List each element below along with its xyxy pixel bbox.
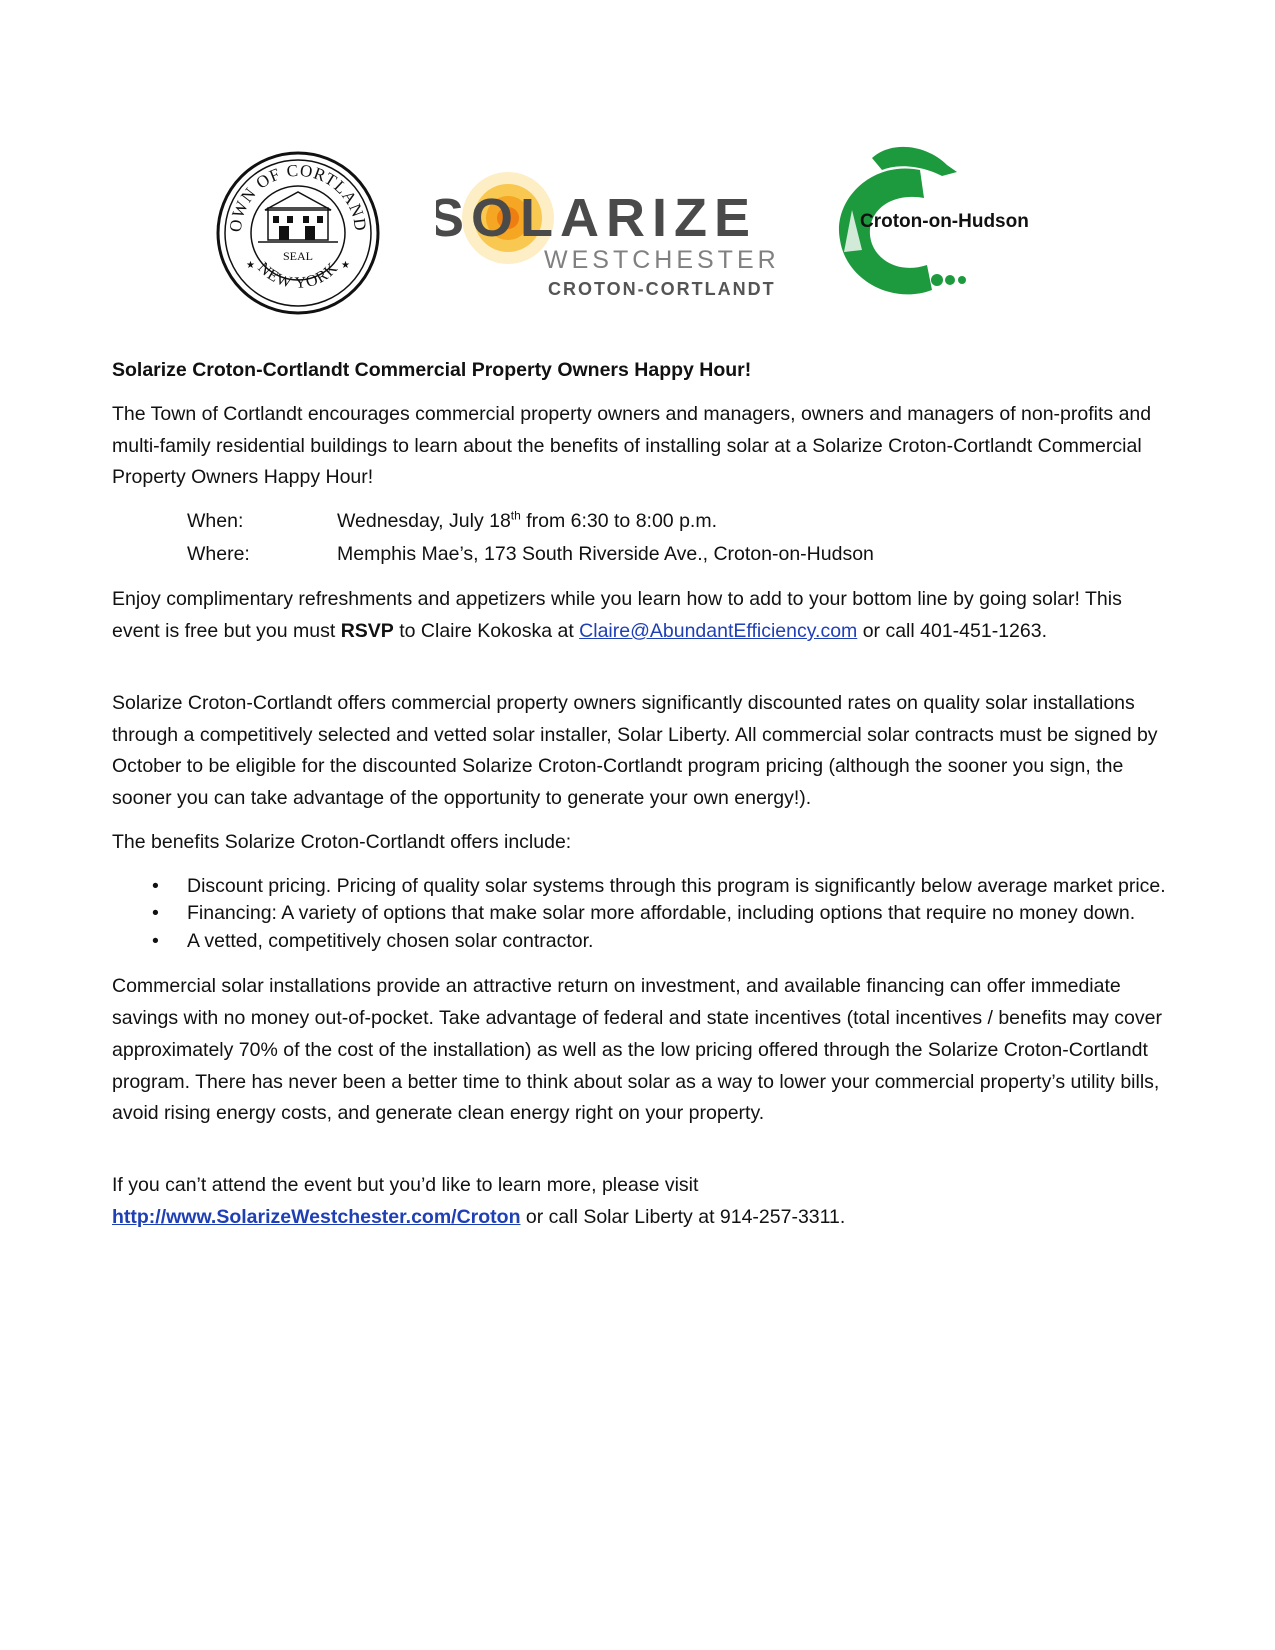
seal-graphic xyxy=(213,148,383,318)
closing-paragraph xyxy=(112,1170,1172,1234)
rsvp-text-pre: Enjoy complimentary refreshments and appetizers while you learn how to add to your bottom line by going solar! This event is free but you must xyxy=(112,588,1122,642)
town-of-cortlandt-seal-logo xyxy=(213,148,383,318)
closing-text-pre: If you can’t attend the event but you’d like to learn more, please visit xyxy=(112,1174,699,1197)
when-time: from 6:30 to 8:00 p.m. xyxy=(520,510,717,533)
solarize-graphic xyxy=(436,170,796,300)
solarize-word: SOLARIZE xyxy=(436,188,758,248)
seal-arc-top-text: OWN OF CORTLAND xyxy=(225,160,371,234)
intro-paragraph: The Town of Cortlandt encourages commercial property owners and managers, owners and managers of non-profits and multi-family residential buildings to learn about the benefits of installing solar at a Solarize Croton-Cortlandt Commercial Property Owners Happy Hour! xyxy=(112,402,1152,489)
flyer-title: Solarize Croton-Cortlandt Commercial Property Owners Happy Hour! xyxy=(112,359,752,381)
seal-center-text: SEAL xyxy=(283,249,313,263)
list-item xyxy=(112,873,1172,901)
offers-paragraph: Solarize Croton-Cortlandt offers commercial property owners significantly discounted rates on quality solar installations through a competitively selected and vetted solar installer, Solar Liberty. All commercial solar contracts must be signed by October to be eligible for the discounted Solarize Croton-Cortlandt program pricing (although the sooner you sign, the sooner you can take advantage of the opportunity to generate your own energy!). xyxy=(112,691,1158,810)
svg-text:NEW YORK xyxy=(254,259,341,292)
solarize-website-link[interactable]: http://www.SolarizeWestchester.com/Croton xyxy=(112,1206,521,1229)
bullet-icon: • xyxy=(152,929,159,952)
benefit-text: Discount pricing. Pricing of quality solar systems through this program is significantly below average market price. xyxy=(187,874,1166,897)
list-item xyxy=(112,900,1172,928)
flyer-body xyxy=(112,355,1172,1246)
seal-star-icon: ★ xyxy=(246,260,255,271)
when-date: Wednesday, July 18 xyxy=(337,510,511,533)
benefit-text: Financing: A variety of options that make solar more affordable, including options that require no money down. xyxy=(187,902,1136,925)
closing-text-post: or call Solar Liberty at 914-257-3311. xyxy=(520,1206,846,1229)
where-row xyxy=(187,539,1172,572)
when-row xyxy=(187,506,1172,539)
list-item xyxy=(112,928,1172,956)
rsvp-paragraph xyxy=(112,584,1172,648)
rsvp-text-post: or call 401-451-1263. xyxy=(857,619,1047,642)
when-date-suffix: th xyxy=(510,508,521,523)
croton-on-hudson-logo xyxy=(832,140,1092,310)
bullet-icon: • xyxy=(152,874,159,897)
bullet-icon: • xyxy=(152,902,159,925)
solarize-region: WESTCHESTER xyxy=(544,246,780,274)
where-label: Where: xyxy=(187,543,250,566)
benefit-text: A vetted, competitively chosen solar contractor. xyxy=(187,929,594,952)
rsvp-email-link[interactable]: Claire@AbundantEfficiency.com xyxy=(579,619,858,642)
croton-name: Croton-on-Hudson xyxy=(860,211,1029,232)
rsvp-text-mid: to Claire Kokoska at xyxy=(393,619,580,642)
event-details xyxy=(187,506,1172,572)
seal-star-icon: ★ xyxy=(341,260,350,271)
solarize-program: CROTON-CORTLANDT xyxy=(548,279,776,299)
logo-row xyxy=(0,140,1275,310)
croton-graphic xyxy=(832,140,1092,310)
when-label: When: xyxy=(187,510,244,533)
benefits-intro: The benefits Solarize Croton-Cortlandt offers include: xyxy=(112,830,572,853)
where-value: Memphis Mae’s, 173 South Riverside Ave., Croton-on-Hudson xyxy=(337,543,874,566)
seal-arc-bottom-text: NEW YORK xyxy=(254,259,342,293)
benefits-list xyxy=(112,873,1172,956)
when-value xyxy=(337,506,717,539)
commercial-paragraph: Commercial solar installations provide an attractive return on investment, and available financing can offer immediate savings with no money out-of-pocket. Take advantage of federal and state incentives (total incentives / benefits may cover approximately 70% of the cost of the installation) as well as the low pricing offered through the Solarize Croton-Cortlandt program. There has never been a better time to think about solar as a way to lower your commercial property’s utility bills, avoid rising energy costs, and generate clean energy right on your property. xyxy=(112,975,1162,1125)
solarize-westchester-logo xyxy=(436,170,796,300)
rsvp-bold: RSVP xyxy=(340,619,394,642)
